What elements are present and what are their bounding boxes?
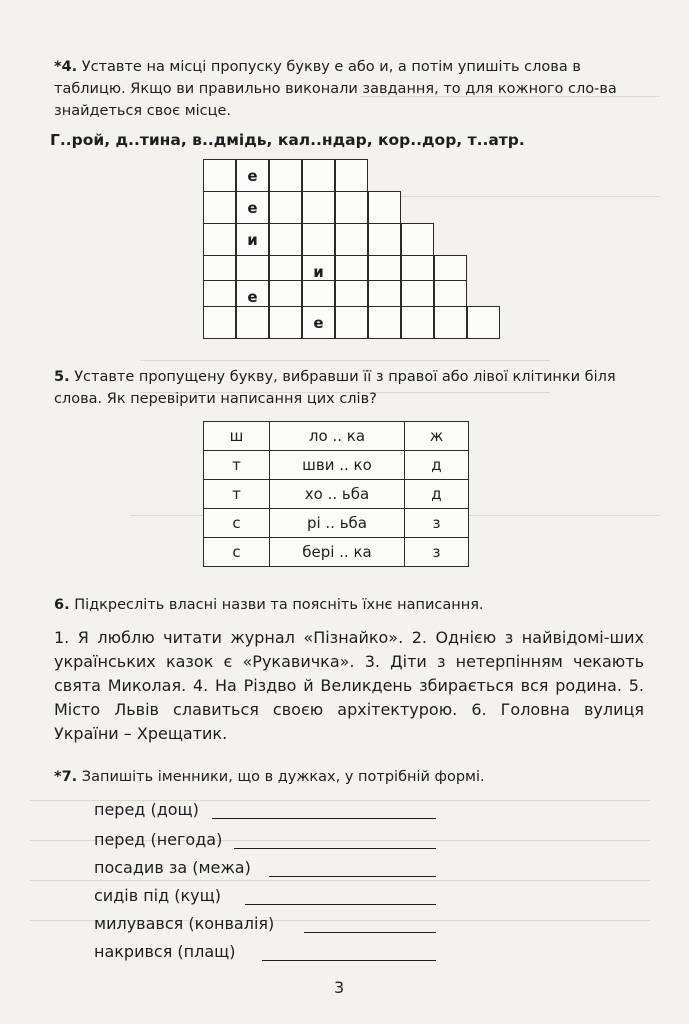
grid-cell[interactable]: [368, 223, 401, 256]
task-7-number: *7.: [54, 769, 78, 785]
noun-phrase: накрився (плащ): [94, 942, 236, 961]
left-letter-cell[interactable]: т: [204, 451, 270, 480]
noun-phrase: посадив за (межа): [94, 858, 251, 877]
grid-cell[interactable]: [335, 159, 368, 192]
right-letter-cell[interactable]: з: [404, 509, 468, 538]
word-cell: бері .. ка: [269, 538, 404, 567]
answer-line[interactable]: [212, 818, 436, 819]
grid-cell[interactable]: [302, 159, 335, 192]
grid-cell[interactable]: [203, 223, 236, 256]
noun-phrase: сидів під (кущ): [94, 886, 221, 905]
grid-cell[interactable]: [236, 306, 269, 339]
table-row: [204, 480, 469, 509]
task-5-instructions: Уставте пропущену букву, вибравши її з правої або лівої клітинки біля слова. Як перевірити написання цих слів?: [54, 369, 616, 407]
task-6-paragraph: 1. Я люблю читати журнал «Пізнайко». 2. Однією з найвідомі-ших українських казок є «Рукавичка». 3. Діти з нетерпінням чекають свята Миколая. 4. На Різдво й Великдень збирається вся родина. 5. Місто Львів славиться своєю архітектурою. 6. Головна вулиця України – Хрещатик.: [54, 628, 644, 743]
answer-line[interactable]: [262, 960, 436, 961]
task-5-heading: [54, 366, 644, 410]
word-cell: рі .. ьба: [269, 509, 404, 538]
left-letter-cell[interactable]: т: [204, 480, 270, 509]
grid-cell[interactable]: [335, 306, 368, 339]
grid-cell[interactable]: [401, 223, 434, 256]
grid-cell[interactable]: [302, 191, 335, 224]
task-6-instructions: Підкресліть власні назви та поясніть їхнє написання.: [74, 597, 484, 613]
table-row: [204, 451, 469, 480]
right-letter-cell[interactable]: д: [404, 451, 468, 480]
right-letter-cell[interactable]: д: [404, 480, 468, 509]
word-cell: ло .. ка: [269, 422, 404, 451]
grid-cell-letter[interactable]: е: [236, 159, 269, 192]
table-row: [204, 509, 469, 538]
answer-line[interactable]: [269, 876, 436, 877]
grid-cell[interactable]: [203, 191, 236, 224]
task-7-heading: [54, 766, 644, 788]
grid-cell[interactable]: [269, 159, 302, 192]
grid-cell[interactable]: [368, 306, 401, 339]
right-letter-cell[interactable]: з: [404, 538, 468, 567]
grid-cell[interactable]: [203, 306, 236, 339]
task-4-words: Г..рой, д..тина, в..дмідь, кал..ндар, кор..дор, т..атр.: [50, 131, 525, 149]
left-letter-cell[interactable]: с: [204, 538, 270, 567]
grid-cell-letter[interactable]: е: [302, 306, 335, 339]
grid-cell-letter[interactable]: е: [236, 280, 269, 313]
grid-cell-letter[interactable]: и: [302, 255, 335, 288]
grid-cell[interactable]: [269, 306, 302, 339]
grid-cell[interactable]: [269, 223, 302, 256]
right-letter-cell[interactable]: ж: [404, 422, 468, 451]
task-7-instructions: Запишіть іменники, що в дужках, у потрібній формі.: [81, 769, 485, 785]
grid-cell[interactable]: [269, 191, 302, 224]
task-4-heading: [54, 56, 644, 122]
task-4-number: *4.: [54, 59, 78, 75]
table-row: [204, 538, 469, 567]
grid-cell[interactable]: [302, 223, 335, 256]
noun-phrase: милувався (конвалія): [94, 914, 275, 933]
task-5-table: [203, 421, 469, 567]
grid-cell[interactable]: [467, 306, 500, 339]
grid-cell[interactable]: [335, 191, 368, 224]
table-row: [204, 422, 469, 451]
grid-cell[interactable]: [335, 223, 368, 256]
task-5-number: 5.: [54, 369, 70, 385]
page-number: 3: [334, 978, 345, 997]
grid-cell[interactable]: [203, 159, 236, 192]
answer-line[interactable]: [245, 904, 436, 905]
grid-cell-letter[interactable]: и: [236, 223, 269, 256]
grid-cell[interactable]: [401, 306, 434, 339]
word-cell: шви .. ко: [269, 451, 404, 480]
noun-phrase: перед (дощ): [94, 800, 199, 819]
answer-line[interactable]: [234, 848, 436, 849]
task-6-number: 6.: [54, 597, 70, 613]
noun-phrase: перед (негода): [94, 830, 223, 849]
task-6-heading: [54, 594, 644, 616]
left-letter-cell[interactable]: с: [204, 509, 270, 538]
grid-cell[interactable]: [368, 191, 401, 224]
word-cell: хо .. ьба: [269, 480, 404, 509]
grid-cell-letter[interactable]: е: [236, 191, 269, 224]
answer-line[interactable]: [304, 932, 436, 933]
task-4-instructions: Уставте на місці пропуску букву е або и, а потім упишіть слова в таблицю. Якщо ви правильно виконали завдання, то для кожного сло-ва знайдеться своє місце.: [54, 59, 617, 119]
grid-cell[interactable]: [434, 306, 467, 339]
left-letter-cell[interactable]: ш: [204, 422, 270, 451]
